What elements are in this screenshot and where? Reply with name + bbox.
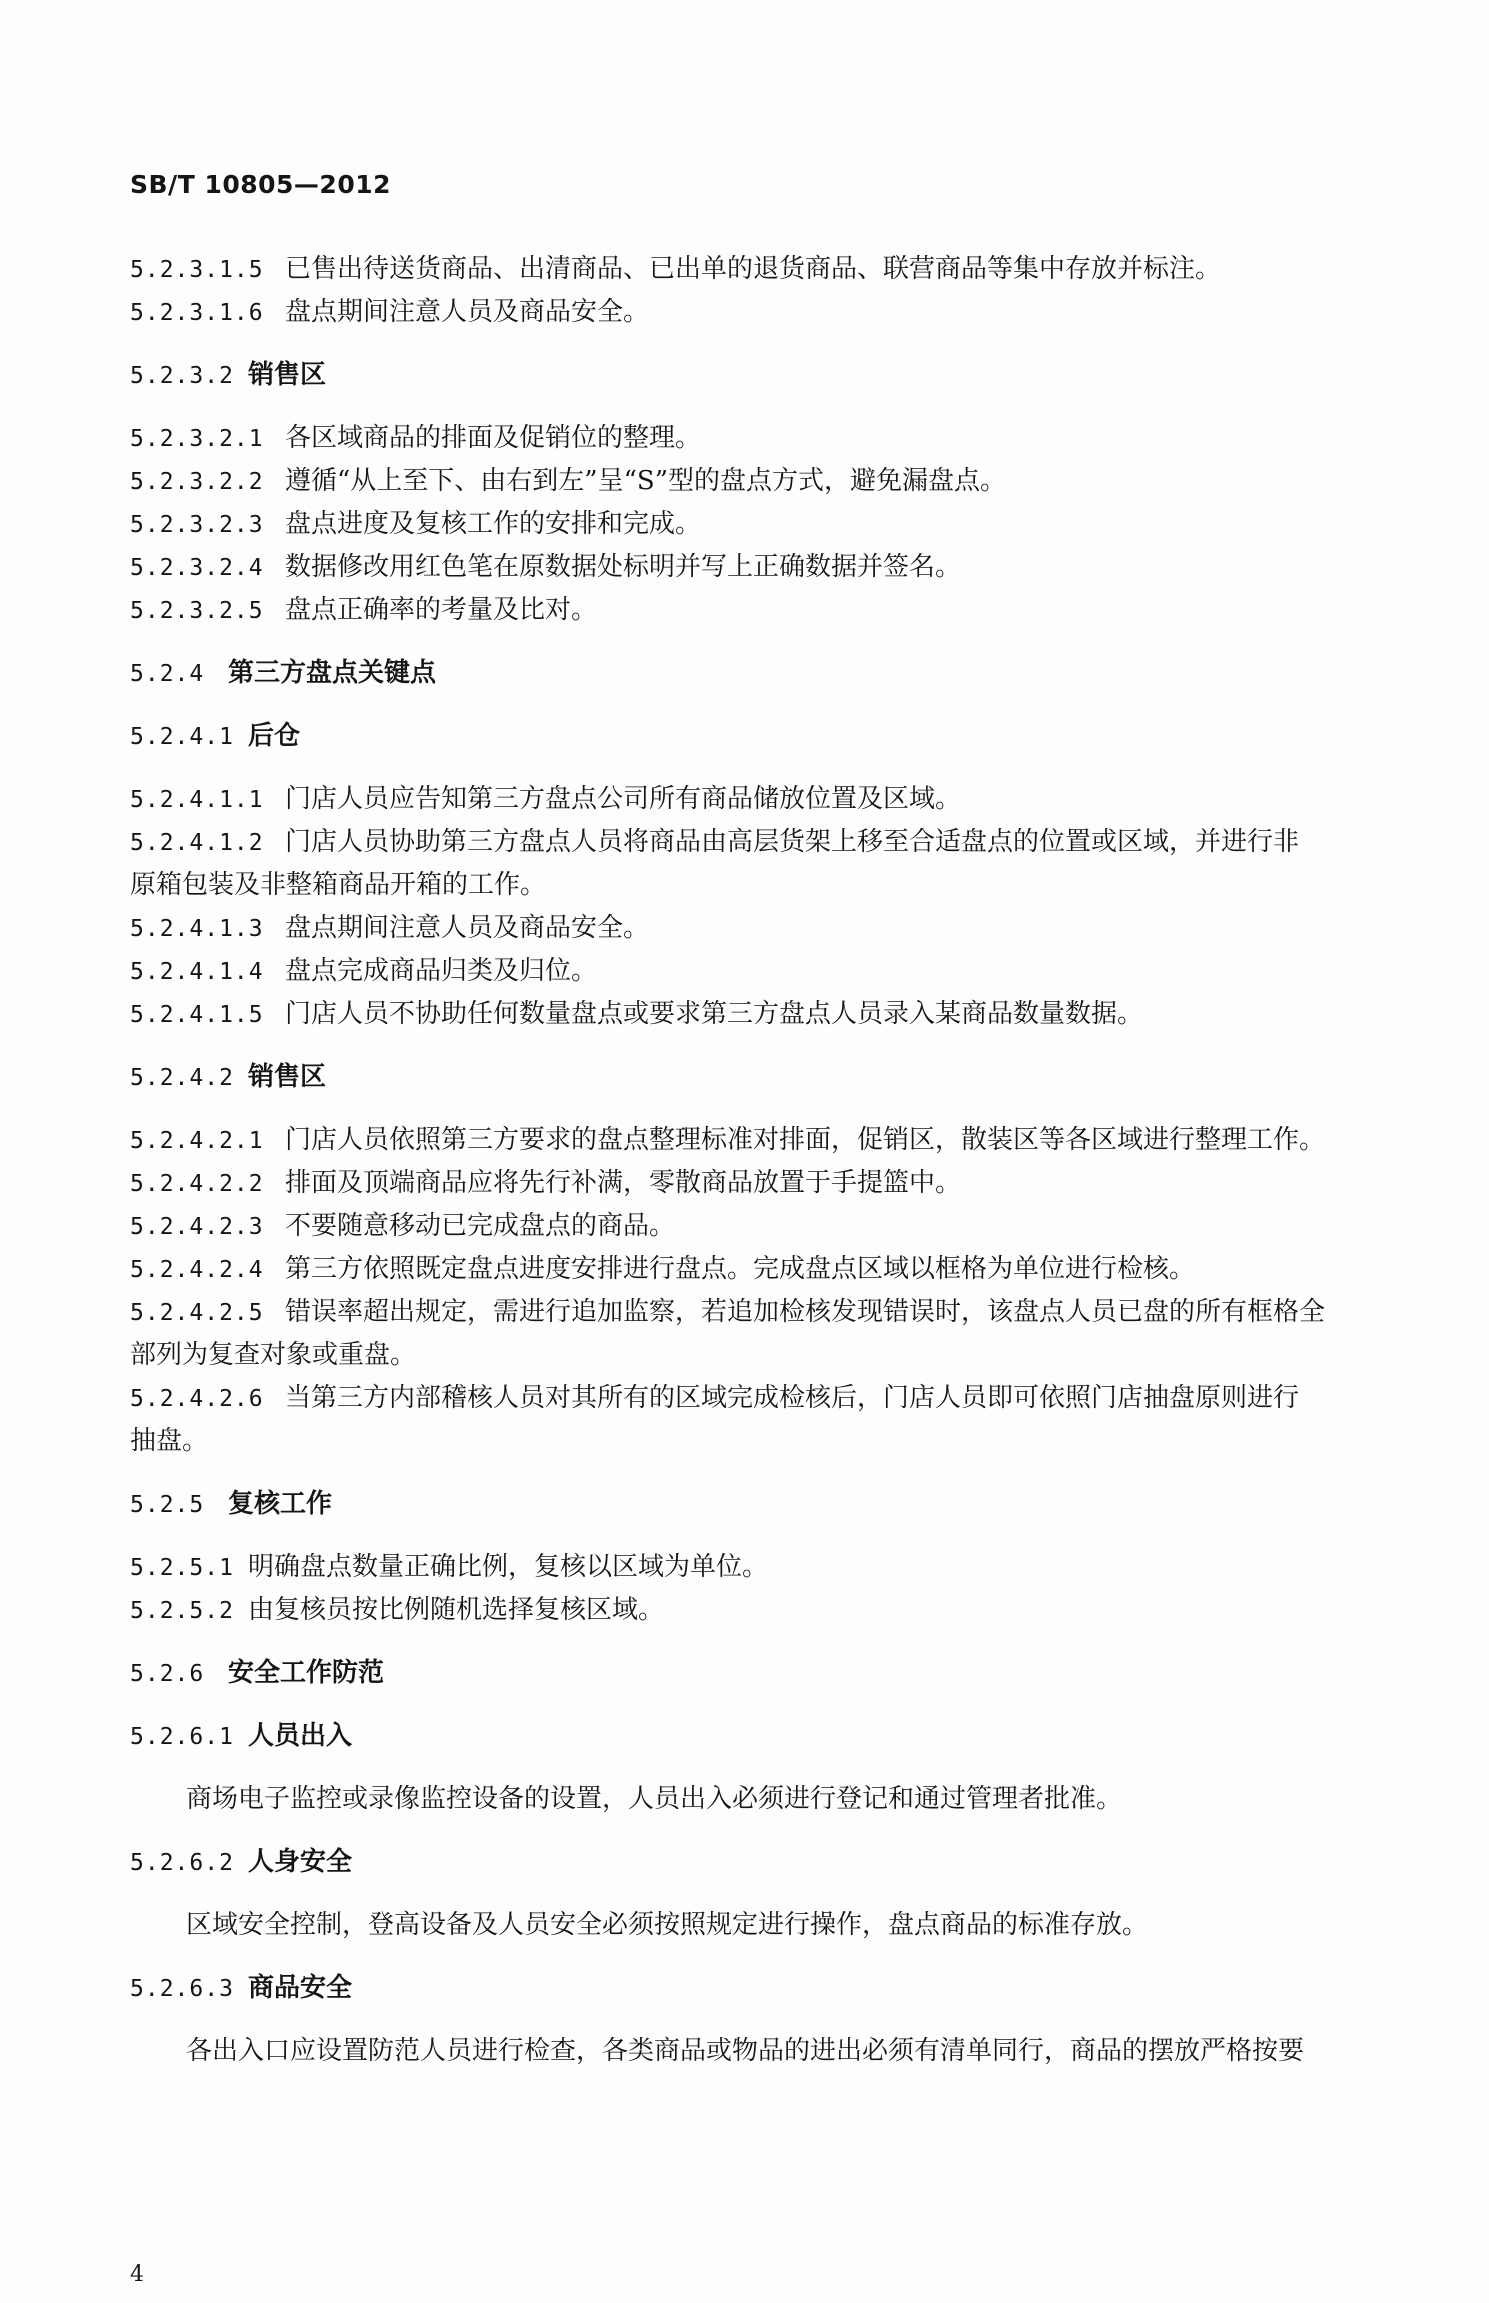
section-title: 安全工作防范 — [228, 1658, 385, 1688]
section-number: 5.2.6 — [130, 1661, 205, 1687]
clause-text: 数据修改用红色笔在原数据处标明并写上正确数据并签名。 — [285, 552, 962, 582]
clause-text: 已售出待送货商品、出清商品、已出单的退货商品、联营商品等集中存放并标注。 — [285, 254, 1222, 284]
body-paragraph: 区域安全控制，登高设备及人员安全必须按照规定进行操作，盘点商品的标准存放。 — [186, 1910, 1149, 1940]
clause — [130, 1546, 1392, 1589]
clause — [130, 907, 1392, 950]
document-body — [130, 248, 1392, 2073]
clause-number: 5.2.4.2.5 — [130, 1300, 264, 1326]
clause-number: 5.2.3.2.5 — [130, 598, 264, 624]
clause-number: 5.2.4.2.1 — [130, 1128, 264, 1154]
clause-continuation: 原箱包装及非整箱商品开箱的工作。 — [130, 870, 547, 900]
clause — [130, 1205, 1392, 1248]
clause-number: 5.2.4.2.6 — [130, 1386, 264, 1412]
clause — [130, 417, 1392, 460]
clause — [130, 546, 1392, 589]
clause-text: 盘点期间注意人员及商品安全。 — [285, 913, 650, 943]
section-heading — [130, 652, 1392, 695]
clause — [130, 993, 1392, 1036]
clause-number: 5.2.4.2.2 — [130, 1171, 264, 1197]
section-number: 5.2.5 — [130, 1492, 205, 1518]
clause-text: 门店人员协助第三方盘点人员将商品由高层货架上移至合适盘点的位置或区域，并进行非 — [285, 827, 1300, 857]
clause — [130, 1377, 1392, 1420]
clause — [130, 1589, 1392, 1632]
section-number: 5.2.6.1 — [130, 1724, 234, 1750]
clause-number: 5.2.4.2.3 — [130, 1214, 264, 1240]
clause-number: 5.2.4.1.2 — [130, 830, 264, 856]
section-title: 销售区 — [248, 1062, 327, 1092]
section-heading — [130, 1967, 1392, 2010]
clause-number: 5.2.5.1 — [130, 1555, 234, 1581]
clause-text: 盘点进度及复核工作的安排和完成。 — [285, 509, 702, 539]
clause — [130, 1248, 1392, 1291]
clause — [130, 778, 1392, 821]
clause-number: 5.2.4.1.5 — [130, 1002, 264, 1028]
clause — [130, 1162, 1392, 1205]
clause — [130, 589, 1392, 632]
body-paragraph: 商场电子监控或录像监控设备的设置，人员出入必须进行登记和通过管理者批准。 — [186, 1784, 1123, 1814]
clause-continuation: 部列为复查对象或重盘。 — [130, 1340, 417, 1370]
section-number: 5.2.4.1 — [130, 724, 234, 750]
clause — [130, 950, 1392, 993]
clause-number: 5.2.4.1.4 — [130, 959, 264, 985]
section-heading — [130, 1056, 1392, 1099]
section-title: 商品安全 — [248, 1973, 353, 2003]
clause-text: 门店人员应告知第三方盘点公司所有商品储放位置及区域。 — [285, 784, 962, 814]
clause — [130, 821, 1392, 864]
clause — [130, 460, 1392, 503]
section-number: 5.2.4.2 — [130, 1065, 234, 1091]
clause — [130, 248, 1392, 291]
clause-number: 5.2.4.2.4 — [130, 1257, 264, 1283]
clause-text: 当第三方内部稽核人员对其所有的区域完成检核后，门店人员即可依照门店抽盘原则进行 — [285, 1383, 1300, 1413]
standard-code-header: SB/T 10805—2012 — [130, 170, 392, 199]
clause — [130, 291, 1392, 334]
clause-number: 5.2.3.2.2 — [130, 469, 264, 495]
body-paragraph: 各出入口应设置防范人员进行检查，各类商品或物品的进出必须有清单同行，商品的摆放严格按要 — [186, 2036, 1305, 2066]
section-title: 人员出入 — [248, 1721, 353, 1751]
section-heading — [130, 715, 1392, 758]
clause — [130, 1291, 1392, 1334]
section-number: 5.2.4 — [130, 661, 205, 687]
clause-text: 各区域商品的排面及促销位的整理。 — [285, 423, 702, 453]
clause-number: 5.2.3.1.5 — [130, 257, 264, 283]
clause-text: 不要随意移动已完成盘点的商品。 — [285, 1211, 676, 1241]
section-heading — [130, 1652, 1392, 1695]
page-number: 4 — [130, 2262, 144, 2287]
clause-text: 排面及顶端商品应将先行补满，零散商品放置于手提篮中。 — [285, 1168, 962, 1198]
clause-number: 5.2.5.2 — [130, 1598, 234, 1624]
clause-text: 遵循“从上至下、由右到左”呈“S”型的盘点方式，避免漏盘点。 — [285, 466, 1006, 496]
clause-text: 门店人员不协助任何数量盘点或要求第三方盘点人员录入某商品数量数据。 — [285, 999, 1144, 1029]
clause-text: 盘点正确率的考量及比对。 — [285, 595, 598, 625]
clause-number: 5.2.3.1.6 — [130, 300, 264, 326]
clause-text: 由复核员按比例随机选择复核区域。 — [248, 1595, 665, 1625]
clause-number: 5.2.4.1.3 — [130, 916, 264, 942]
section-title: 销售区 — [248, 360, 327, 390]
section-heading — [130, 1715, 1392, 1758]
section-title: 人身安全 — [248, 1847, 353, 1877]
clause-continuation: 抽盘。 — [130, 1426, 209, 1456]
section-number: 5.2.6.2 — [130, 1850, 234, 1876]
clause-text: 明确盘点数量正确比例，复核以区域为单位。 — [248, 1552, 769, 1582]
section-number: 5.2.3.2 — [130, 363, 234, 389]
section-title: 第三方盘点关键点 — [228, 658, 437, 688]
section-title: 后仓 — [248, 721, 301, 751]
clause-number: 5.2.4.1.1 — [130, 787, 264, 813]
section-number: 5.2.6.3 — [130, 1976, 234, 2002]
clause-text: 错误率超出规定，需进行追加监察，若追加检核发现错误时，该盘点人员已盘的所有框格全 — [285, 1297, 1326, 1327]
section-heading — [130, 1483, 1392, 1526]
clause-text: 第三方依照既定盘点进度安排进行盘点。完成盘点区域以框格为单位进行检核。 — [285, 1254, 1196, 1284]
clause-number: 5.2.3.2.3 — [130, 512, 264, 538]
clause-text: 门店人员依照第三方要求的盘点整理标准对排面，促销区，散装区等各区域进行整理工作。 — [285, 1125, 1326, 1155]
clause — [130, 503, 1392, 546]
section-heading — [130, 354, 1392, 397]
clause-text: 盘点完成商品归类及归位。 — [285, 956, 598, 986]
section-title: 复核工作 — [228, 1489, 333, 1519]
clause-number: 5.2.3.2.4 — [130, 555, 264, 581]
clause — [130, 1119, 1392, 1162]
section-heading — [130, 1841, 1392, 1884]
clause-text: 盘点期间注意人员及商品安全。 — [285, 297, 650, 327]
clause-number: 5.2.3.2.1 — [130, 426, 264, 452]
